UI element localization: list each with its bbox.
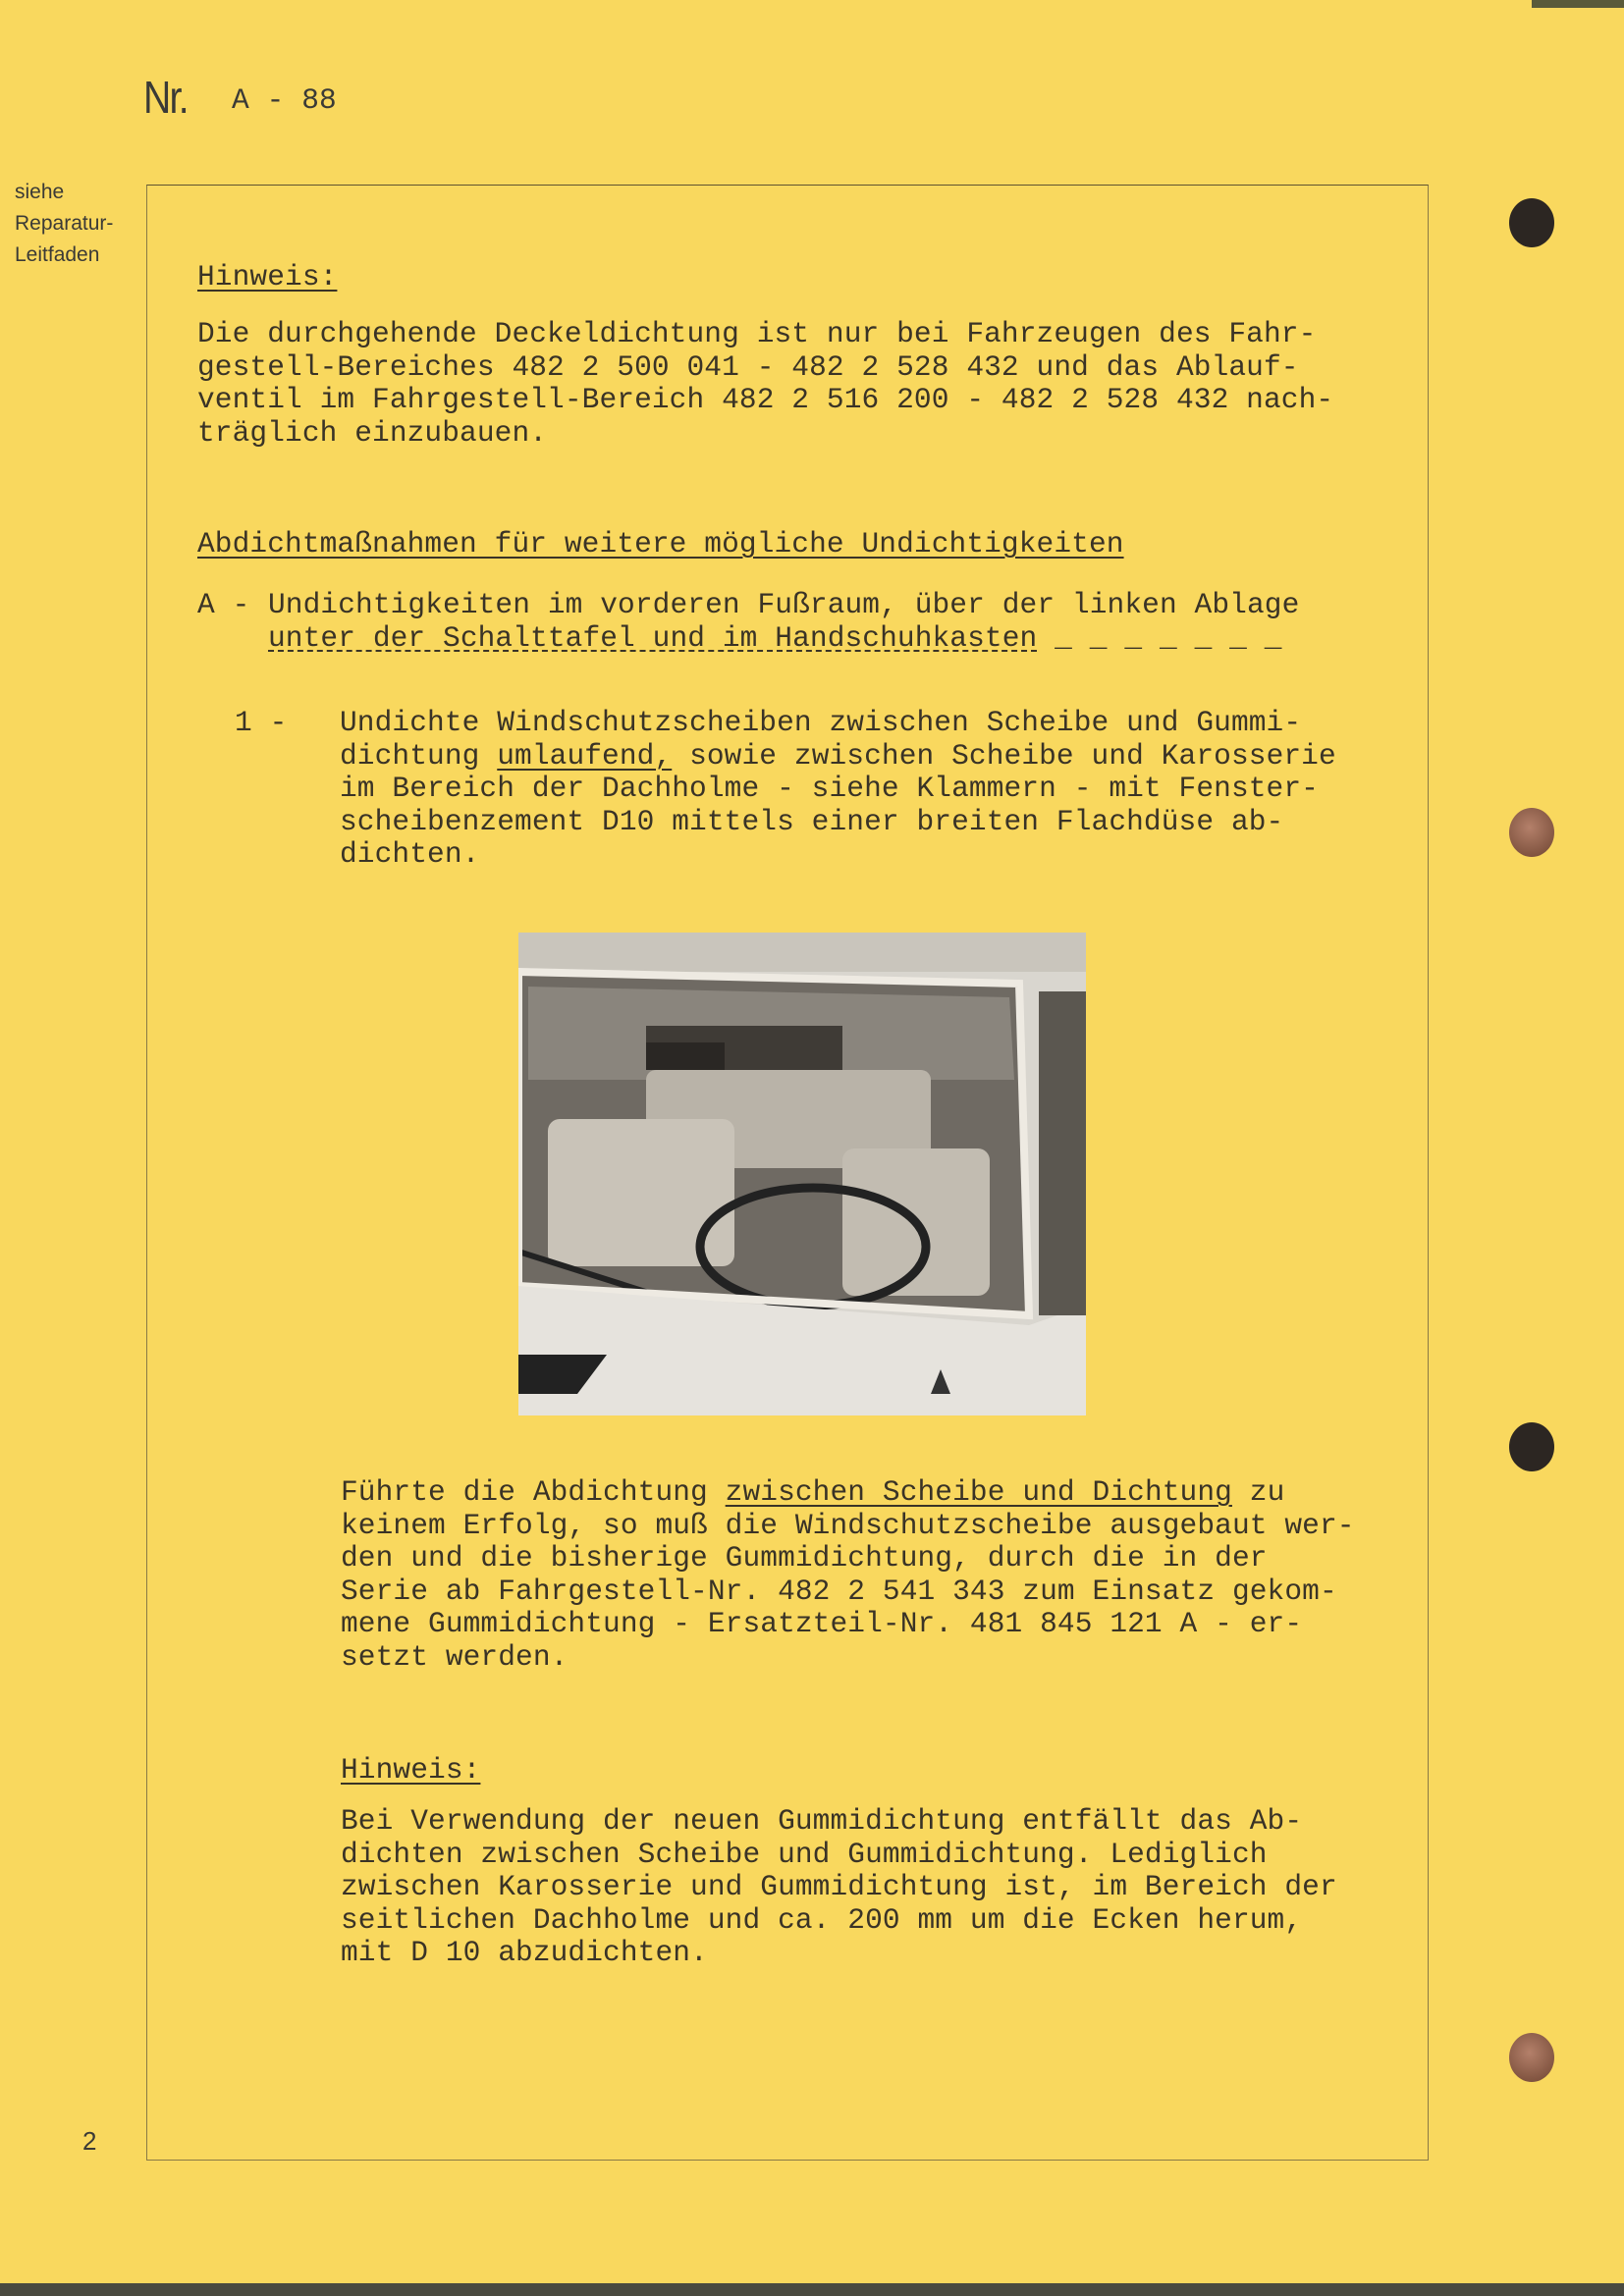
text-line: im Bereich der Dachholme - siehe Klammern - mit Fenster- <box>340 772 1319 805</box>
text-line: Bei Verwendung der neuen Gummidichtung entfällt das Ab- <box>341 1804 1303 1838</box>
text-line: zwischen Karosserie und Gummidichtung ist, im Bereich der <box>341 1870 1337 1903</box>
document-number-label: Nr. <box>143 72 188 123</box>
item-a-text <box>268 589 1299 655</box>
page-number: 2 <box>82 2126 97 2156</box>
scan-edge <box>0 2283 1624 2296</box>
item-a-marker: A - <box>197 588 250 621</box>
text-line: mene Gummidichtung - Ersatzteil-Nr. 481 845 121 A - er- <box>341 1607 1303 1640</box>
text-span: dichtung <box>340 738 498 773</box>
text-line: setzt werden. <box>341 1639 568 1674</box>
text-line-composite <box>268 622 1299 656</box>
punch-hole <box>1509 2033 1554 2082</box>
text-line: gestell-Bereiches 482 2 500 041 - 482 2 528 432 und das Ablauf- <box>197 349 1299 384</box>
text-line: Die durchgehende Deckeldichtung ist nur bei Fahrzeugen des Fahr- <box>197 317 1317 350</box>
item-a-underlined: unter der Schalttafel und im Handschuhkasten <box>268 620 1038 655</box>
hinweis-text <box>341 1805 1337 1970</box>
hinweis-title: Hinweis: <box>341 1753 481 1787</box>
text-line: träglich einzubauen. <box>197 415 548 450</box>
text-line: keinem Erfolg, so muß die Windschutzscheibe ausgebaut wer- <box>341 1508 1355 1542</box>
document-number: A - 88 <box>232 83 337 117</box>
text-span: sowie zwischen Scheibe und Karosserie <box>672 738 1336 773</box>
item-1-text <box>340 707 1336 872</box>
text-line: seitlichen Dachholme und ca. 200 mm um die Ecken herum, <box>341 1902 1303 1937</box>
item-1-marker: 1 - <box>235 706 288 739</box>
section-heading: Abdichtmaßnahmen für weitere mögliche Undichtigkeiten <box>197 527 1124 561</box>
punch-hole <box>1509 198 1554 247</box>
text-line: Undichte Windschutzscheiben zwischen Scheibe und Gummi- <box>340 706 1302 739</box>
sidebar-note-line: Leitfaden <box>15 243 100 266</box>
paragraph-replacement <box>341 1476 1355 1674</box>
sidebar-note-line: Reparatur- <box>15 212 114 235</box>
windshield-photo <box>518 933 1086 1415</box>
text-line: den und die bisherige Gummidichtung, durch die in der <box>341 1541 1268 1575</box>
text-span: Führte die Abdichtung <box>341 1475 726 1509</box>
text-line: dichten zwischen Scheibe und Gummidichtung. Lediglich <box>341 1837 1268 1871</box>
text-line: Serie ab Fahrgestell-Nr. 482 2 541 343 zum Einsatz gekom- <box>341 1574 1337 1608</box>
text-line: dichten. <box>340 837 480 871</box>
text-span: zu <box>1231 1475 1285 1509</box>
text-line-composite <box>340 740 1336 774</box>
punch-hole <box>1509 808 1554 857</box>
hinweis-title: Hinweis: <box>197 260 338 294</box>
sidebar-note-line: siehe <box>15 181 65 203</box>
text-line: mit D 10 abzudichten. <box>341 1936 708 1969</box>
item-a-trail: _ _ _ _ _ _ _ <box>1055 620 1282 655</box>
text-line: Undichtigkeiten im vorderen Fußraum, über der linken Ablage <box>268 588 1300 621</box>
scan-edge <box>1532 0 1624 8</box>
punch-hole <box>1509 1422 1554 1471</box>
text-line-composite <box>341 1476 1355 1510</box>
underlined-text: zwischen Scheibe und Dichtung <box>725 1475 1232 1509</box>
underlined-text: umlaufend, <box>497 738 673 773</box>
hinweis-text <box>197 318 1333 450</box>
text-line: ventil im Fahrgestell-Bereich 482 2 516 200 - 482 2 528 432 nach- <box>197 383 1334 416</box>
text-line: scheibenzement D10 mittels einer breiten Flachdüse ab- <box>340 804 1284 838</box>
sidebar-note <box>15 177 113 271</box>
